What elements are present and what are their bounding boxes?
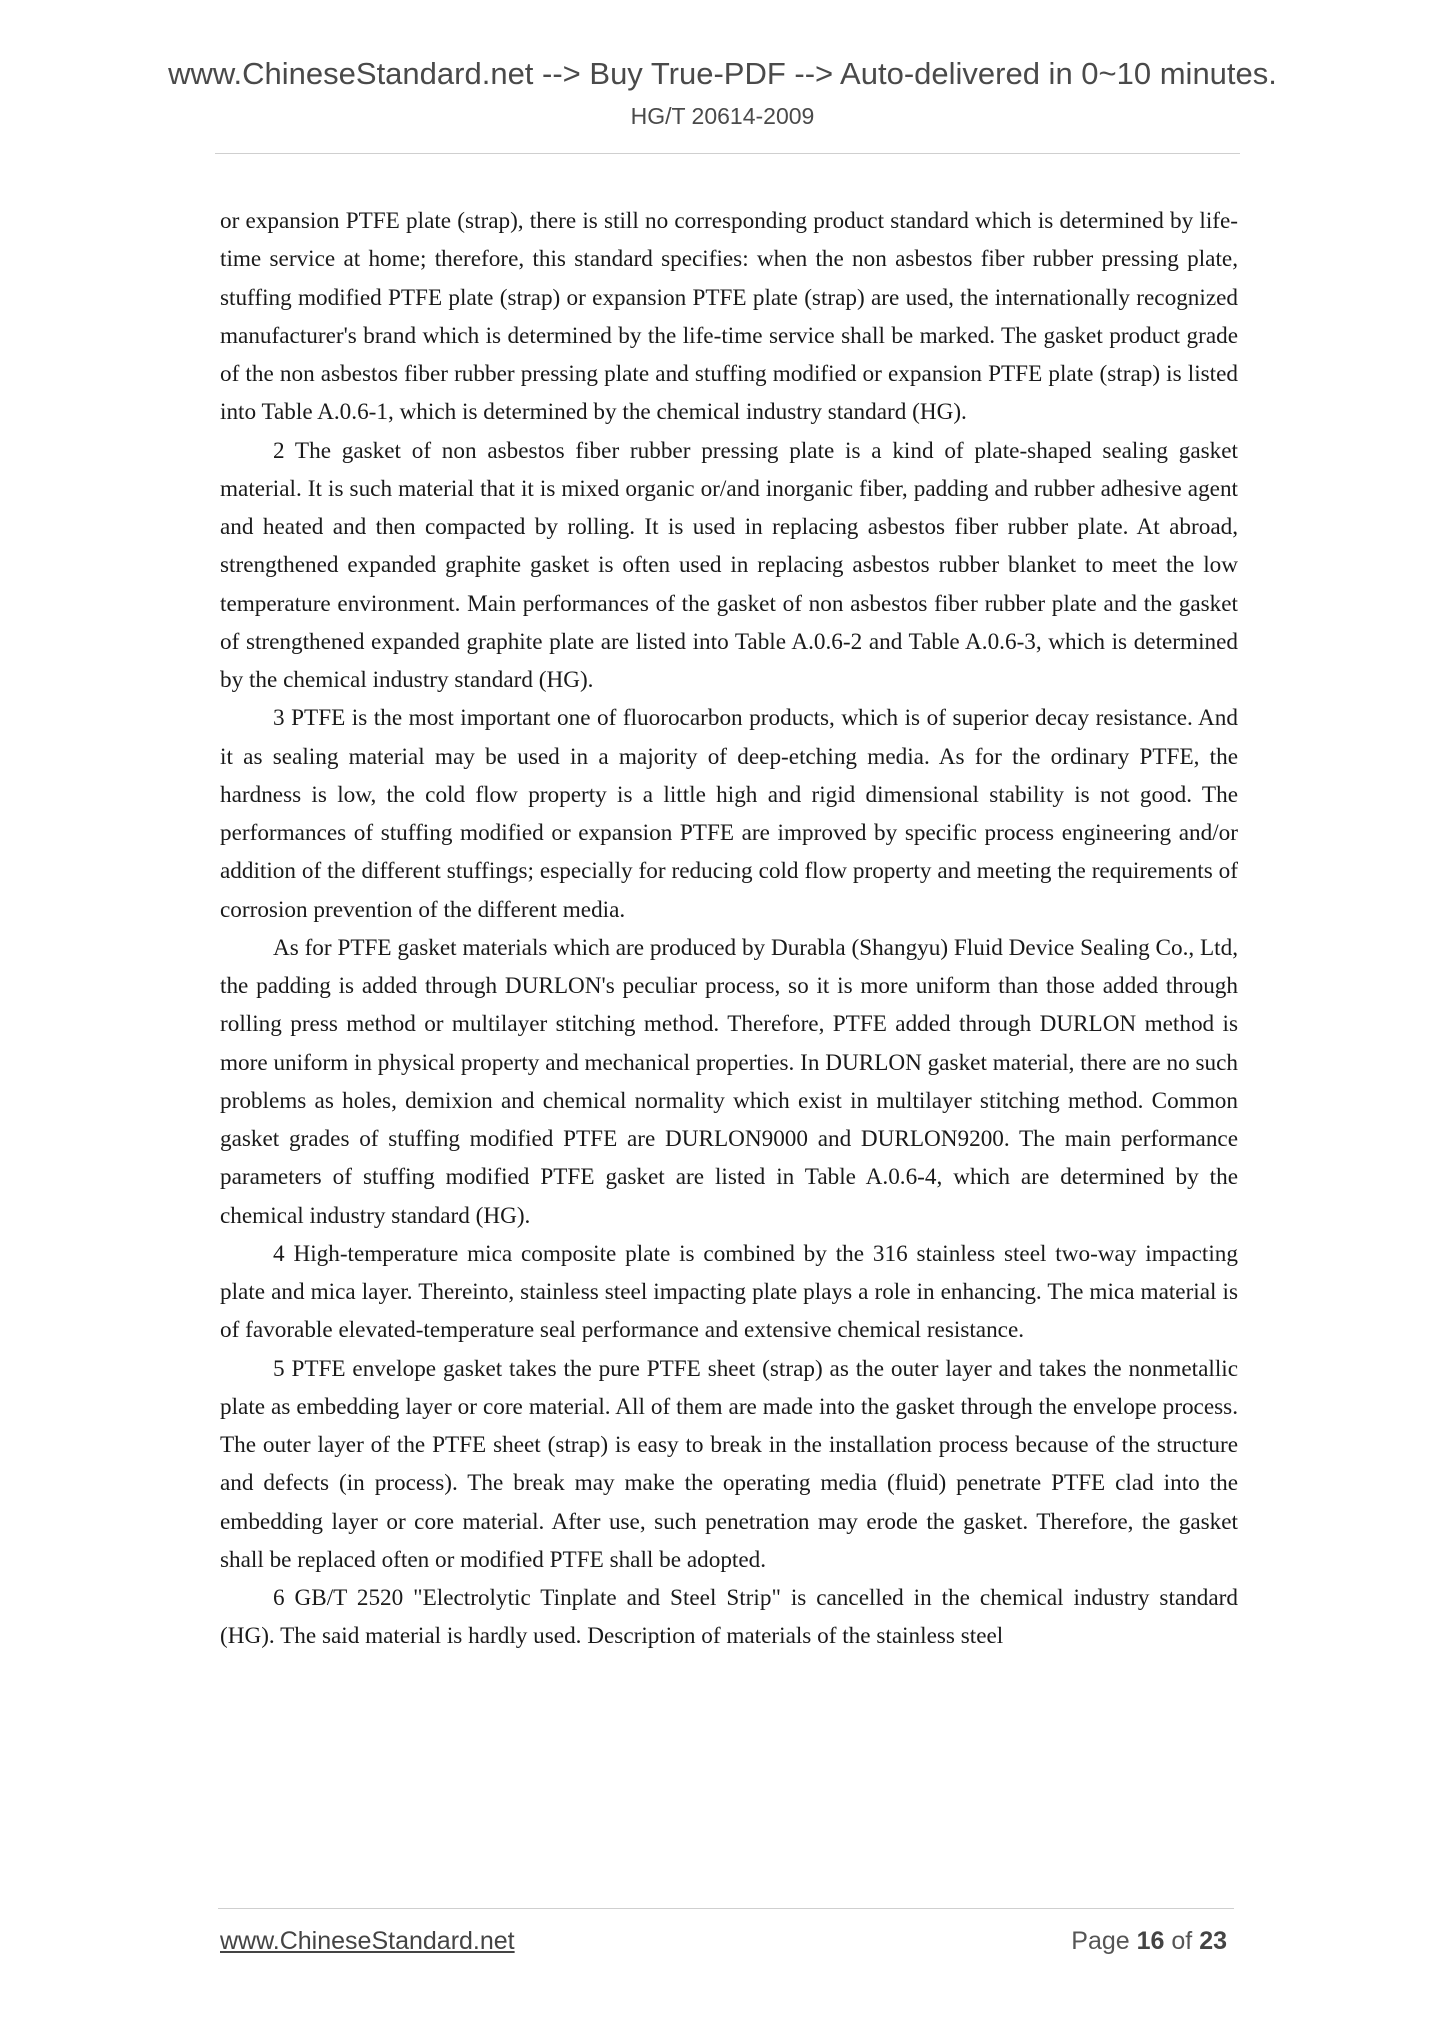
page-word: Page <box>1071 1927 1130 1955</box>
paragraph-continuation: or expansion PTFE plate (strap), there is still no corresponding product standard which is determined by life-time service at home; therefore, this standard specifies: when the non asbestos fiber rubber pressing plate, stuffing modified PTFE plate (strap) or expansion PTFE plate (strap) are used, the internationally recognized manufacturer's brand which is determined by the life-time service shall be marked. The gasket product grade of the non asbestos fiber rubber pressing plate and stuffing modified or expansion PTFE plate (strap) is listed into Table A.0.6-1, which is determined by the chemical industry standard (HG). <box>220 208 1238 426</box>
paragraph-durlon: As for PTFE gasket materials which are produced by Durabla (Shangyu) Fluid Device Sealing Co., Ltd, the padding is added through DURLON's peculiar process, so it is more uniform than those added through rolling press method or multilayer stitching method. Therefore, PTFE added through DURLON method is more uniform in physical property and mechanical properties. In DURLON gasket material, there are no such problems as holes, demixion and chemical normality which exist in multilayer stitching method. Common gasket grades of stuffing modified PTFE are DURLON9000 and DURLON9200. The main performance parameters of stuffing modified PTFE gasket are listed in Table A.0.6-4, which are determined by the chemical industry standard (HG). <box>220 934 1238 1229</box>
paragraph-item-5: 5 PTFE envelope gasket takes the pure PTFE sheet (strap) as the outer layer and takes the nonmetallic plate as embedding layer or core material. All of them are made into the gasket through the envelope process. The outer layer of the PTFE sheet (strap) is easy to break in the installation process because of the structure and defects (in process). The break may make the operating media (fluid) penetrate PTFE clad into the embedding layer or core material. After use, such penetration may erode the gasket. Therefore, the gasket shall be replaced often or modified PTFE shall be adopted. <box>220 1355 1238 1573</box>
page-current: 16 <box>1136 1927 1165 1955</box>
header-banner[interactable]: www.ChineseStandard.net --> Buy True-PDF --> Auto-delivered in 0~10 minutes. <box>168 56 1277 91</box>
footer-site-link[interactable]: www.ChineseStandard.net <box>220 1927 515 1955</box>
document-body <box>220 202 1238 1656</box>
page-total: 23 <box>1199 1927 1227 1955</box>
paragraph-item-2: 2 The gasket of non asbestos fiber rubber pressing plate is a kind of plate-shaped sealing gasket material. It is such material that it is mixed organic or/and inorganic fiber, padding and rubber adhesive agent and heated and then compacted by rolling. It is used in replacing asbestos fiber rubber plate. At abroad, strengthened expanded graphite gasket is often used in replacing asbestos rubber blanket to meet the low temperature environment. Main performances of the gasket of non asbestos fiber rubber plate and the gasket of strengthened expanded graphite plate are listed into Table A.0.6-2 and Table A.0.6-3, which is determined by the chemical industry standard (HG). <box>220 437 1238 693</box>
paragraph-item-6: 6 GB/T 2520 "Electrolytic Tinplate and Steel Strip" is cancelled in the chemical industry standard (HG). The said material is hardly used. Description of materials of the stainless steel <box>220 1585 1238 1650</box>
document-id: HG/T 20614-2009 <box>630 103 815 129</box>
page-indicator <box>1071 1929 1227 1954</box>
footer-divider <box>218 1908 1234 1909</box>
header-divider <box>215 153 1240 154</box>
paragraph-item-4: 4 High-temperature mica composite plate is combined by the 316 stainless steel two-way impacting plate and mica layer. Thereinto, stainless steel impacting plate plays a role in enhancing. The mica material is of favorable elevated-temperature seal performance and extensive chemical resistance. <box>220 1240 1238 1344</box>
page-of: of <box>1171 1927 1193 1955</box>
paragraph-item-3: 3 PTFE is the most important one of fluorocarbon products, which is of superior decay resistance. And it as sealing material may be used in a majority of deep-etching media. As for the ordinary PTFE, the hardness is low, the cold flow property is a little high and rigid dimensional stability is not good. The performances of stuffing modified or expansion PTFE are improved by specific process engineering and/or addition of the different stuffings; especially for reducing cold flow property and meeting the requirements of corrosion prevention of the different media. <box>220 705 1238 923</box>
